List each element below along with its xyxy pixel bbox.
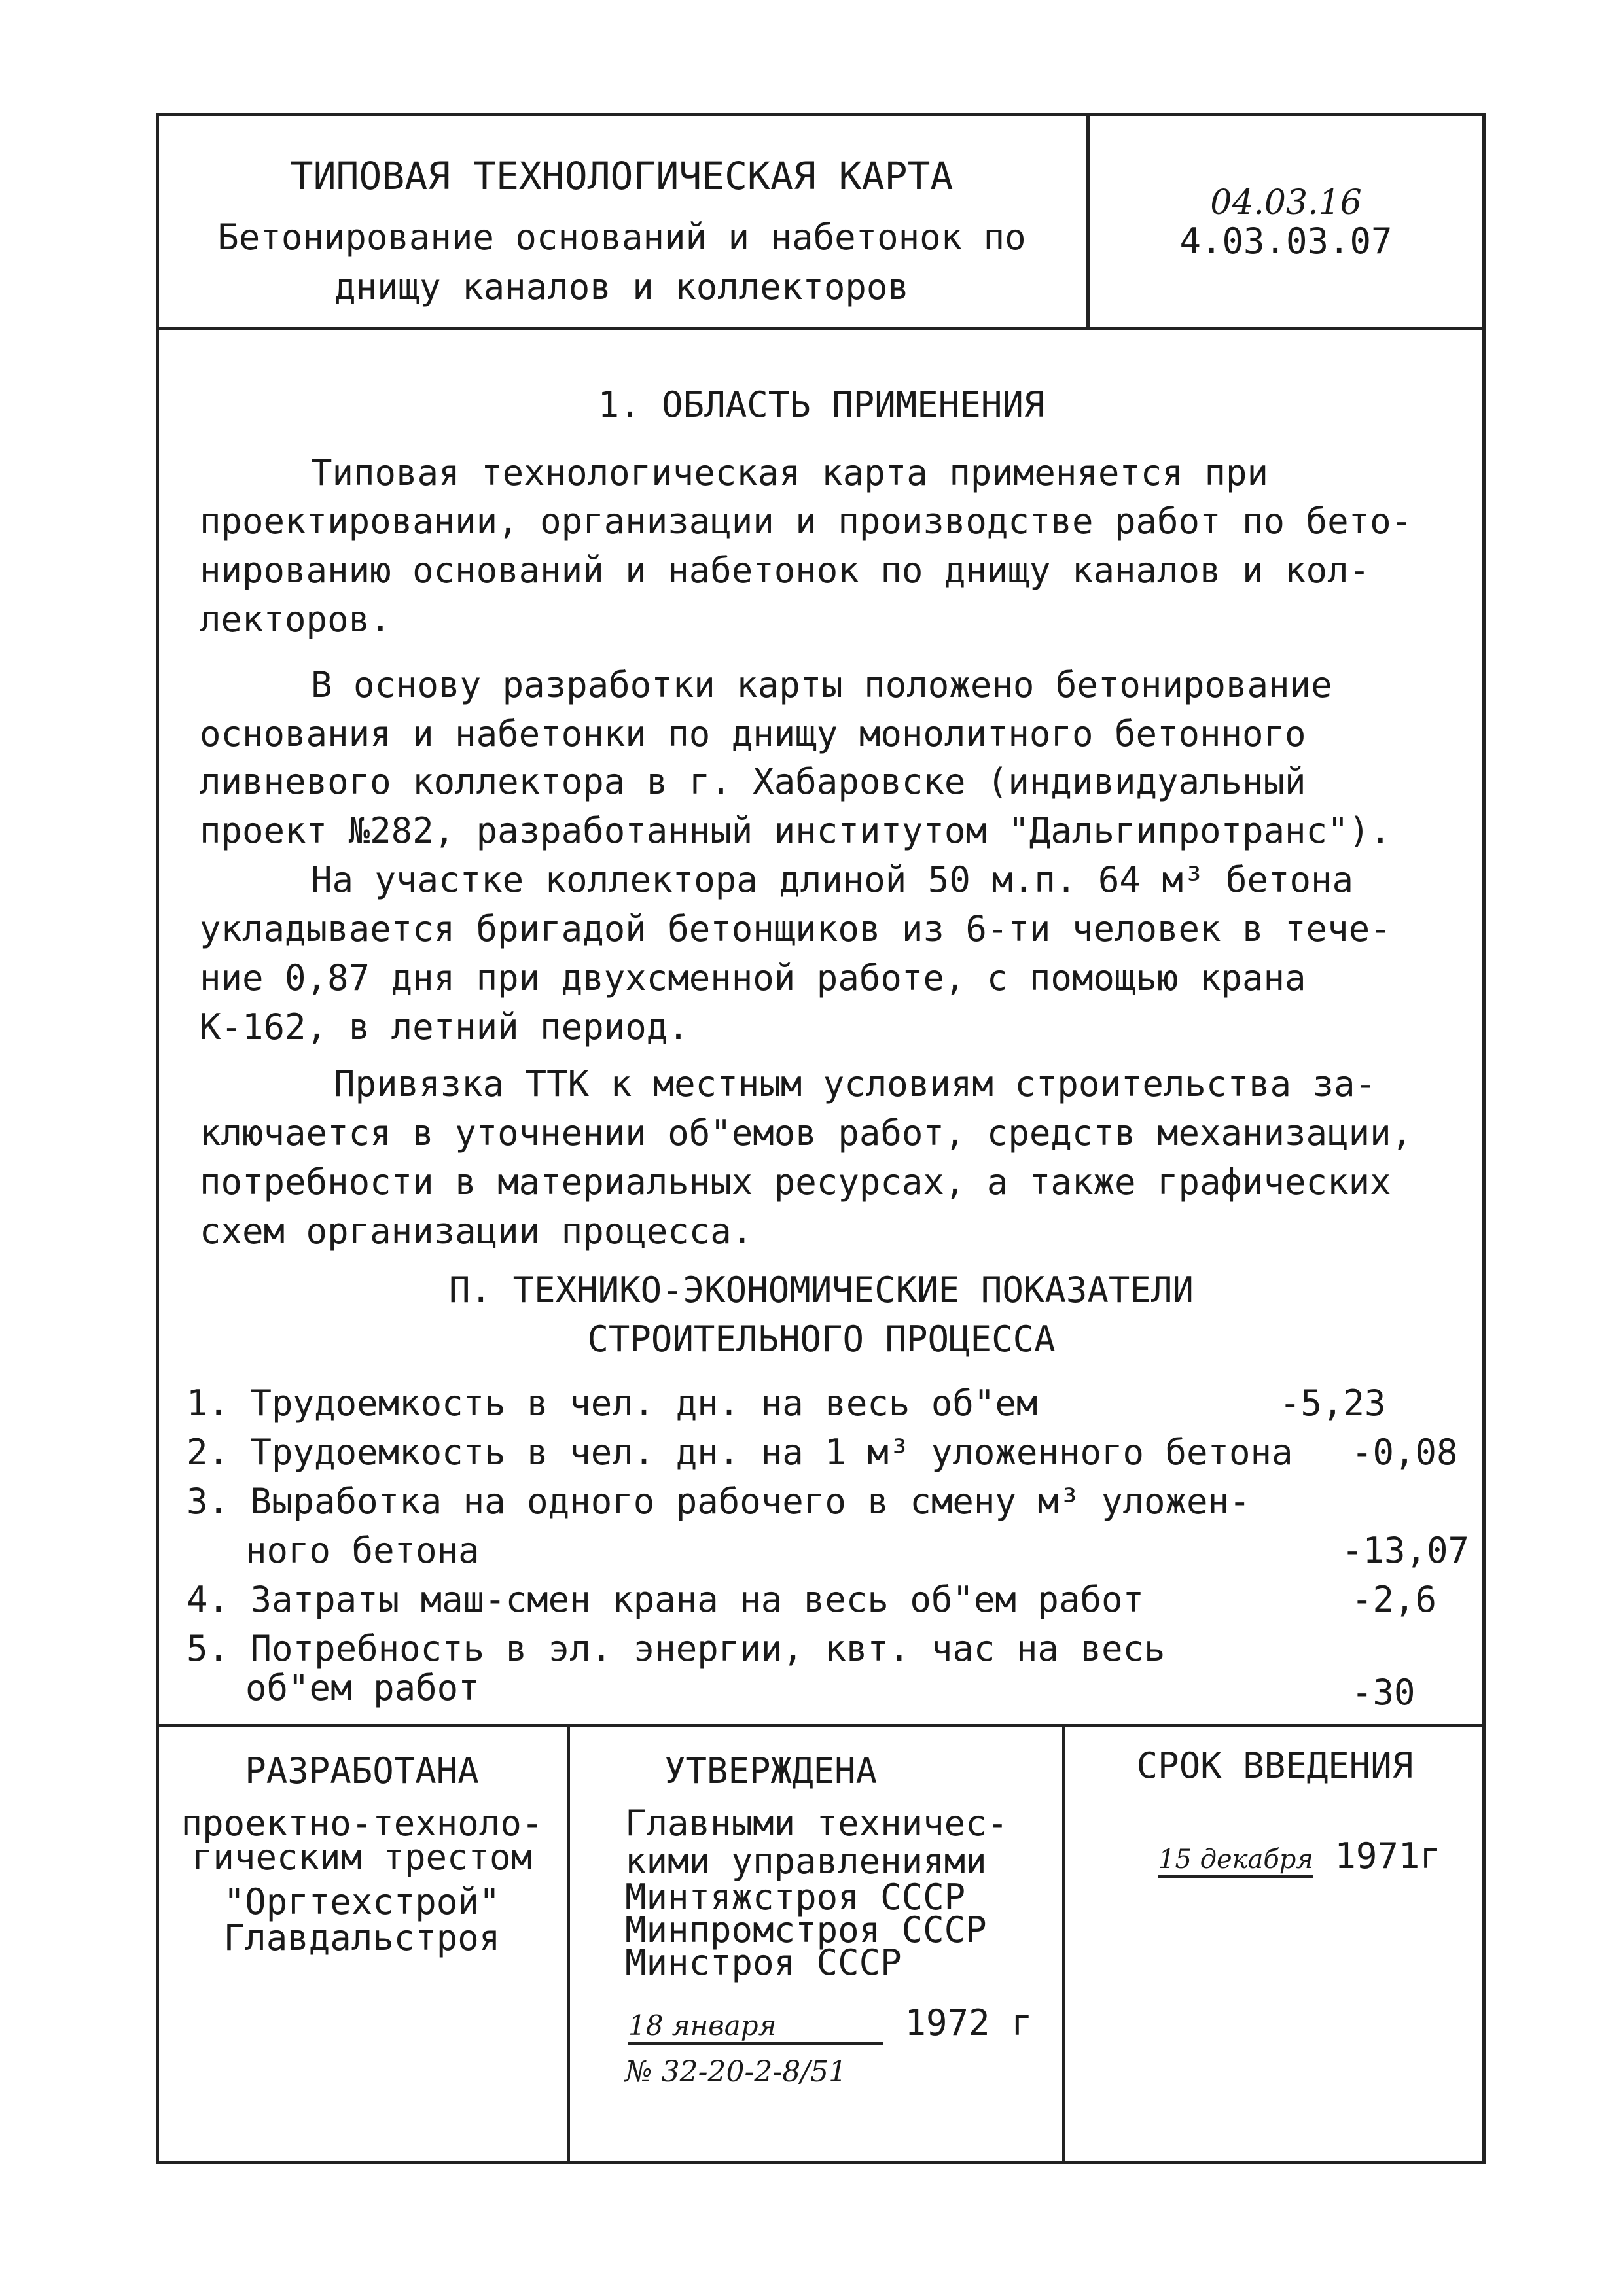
footer-vertical-divider-2 [1062,1724,1065,2164]
indicator-3-text-cont: ного бетона [245,1530,480,1571]
effective-date [1158,1835,1441,1878]
developed-line-1: проектно-техноло- [181,1803,543,1844]
indicator-5-text: 5. Потребность в эл. энергии, квт. час на весь [187,1628,1166,1669]
section1-line-15: потребности в материальных ресурсах, а также графических [200,1161,1391,1203]
indicator-5-value: -30 [1351,1672,1416,1713]
indicator-1-value: -5,23 [1279,1383,1386,1424]
indicator-1-text: 1. Трудоемкость в чел. дн. на весь об"ем [187,1383,1038,1424]
indicator-4-value: -2,6 [1351,1579,1437,1620]
section1-line-14: ключается в уточнении об"емов работ, средств механизации, [200,1112,1413,1154]
section1-line-9: На участке коллектора длиной 50 м.п. 64 м³ бетона [311,859,1354,900]
approved-line-1: Главными техничес- [625,1803,1008,1844]
card-title: ТИПОВАЯ ТЕХНОЛОГИЧЕСКАЯ КАРТА [290,154,954,198]
card-code: 4.03.03.07 [1179,221,1393,262]
section1-line-8: проект №282, разработанный институтом "Дальгипротранс"). [200,810,1391,851]
indicator-3-text: 3. Выработка на одного рабочего в смену м³ уложен- [187,1481,1251,1522]
section1-line-7: ливневого коллектора в г. Хабаровске (индивидуальный [200,761,1306,802]
developed-line-4: Главдальстроя [223,1917,501,1958]
approved-year: 1972 г [904,2002,1033,2043]
indicator-5-text-cont: об"ем работ [245,1667,480,1708]
approved-line-3: Минтяжстроя СССР [625,1877,966,1918]
card-code-handwritten: 04.03.16 [1210,183,1362,222]
section1-line-11: ние 0,87 дня при двухсменной работе, с помощью крана [200,957,1306,998]
section1-line-5: В основу разработки карты положено бетонирование [311,664,1332,705]
header-vertical-divider [1086,113,1090,328]
effective-year: 1971г [1334,1835,1441,1877]
card-subtitle-line2: днищу каналов и коллекторов [334,266,909,308]
approved-line-4: Минпромстроя СССР [625,1909,987,1951]
indicator-3-value: -13,07 [1342,1530,1470,1571]
approved-line-5: Минстроя СССР [625,1942,902,1983]
footer-vertical-divider-1 [567,1724,570,2164]
section1-line-4: лекторов. [200,599,391,640]
approved-heading: УТВЕРЖДЕНА [664,1750,878,1792]
indicator-2-text: 2. Трудоемкость в чел. дн. на 1 м³ уложенного бетона [187,1432,1293,1473]
approved-line-2: кими управлениями [625,1841,987,1882]
section1-line-10: укладывается бригадой бетонщиков из 6-ти человек в тече- [200,908,1391,949]
section1-line-12: К-162, в летний период. [200,1006,689,1048]
section1-line-6: основания и набетонки по днищу монолитного бетонного [200,713,1306,754]
developed-line-3: "Оргтехстрой" [223,1881,501,1922]
developed-line-2: гическим трестом [191,1837,533,1878]
indicator-4-text: 4. Затраты маш-смен крана на весь об"ем работ [187,1579,1144,1620]
section1-line-2: проектировании, организации и производстве работ по бето- [200,501,1413,542]
section1-line-1: Типовая технологическая карта применяется при [311,452,1268,493]
approved-date-handwritten: 18 января [628,2012,883,2045]
indicator-2-value: -0,08 [1351,1432,1458,1473]
section1-line-13: Привязка ТТК к местным условиям строительства за- [334,1063,1377,1104]
header-divider [156,327,1486,330]
effective-heading: СРОК ВВЕДЕНИЯ [1136,1745,1414,1786]
section1-title: 1. ОБЛАСТЬ ПРИМЕНЕНИЯ [597,384,1045,425]
card-subtitle-line1: Бетонирование оснований и набетонок по [217,217,1026,258]
section1-line-16: схем организации процесса. [200,1210,753,1252]
section2-title-line2: СТРОИТЕЛЬНОГО ПРОЦЕССА [587,1318,1056,1360]
section2-title-line1: П. ТЕХНИКО-ЭКОНОМИЧЕСКИЕ ПОКАЗАТЕЛИ [449,1269,1194,1311]
approved-number: № 32-20-2-8/51 [625,2055,847,2089]
footer-divider [156,1724,1486,1727]
approved-date [628,2002,1033,2045]
section1-line-3: нированию оснований и набетонок по днищу каналов и кол- [200,550,1370,591]
effective-date-handwritten: 15 декабря [1158,1846,1313,1878]
developed-heading: РАЗРАБОТАНА [245,1750,479,1792]
